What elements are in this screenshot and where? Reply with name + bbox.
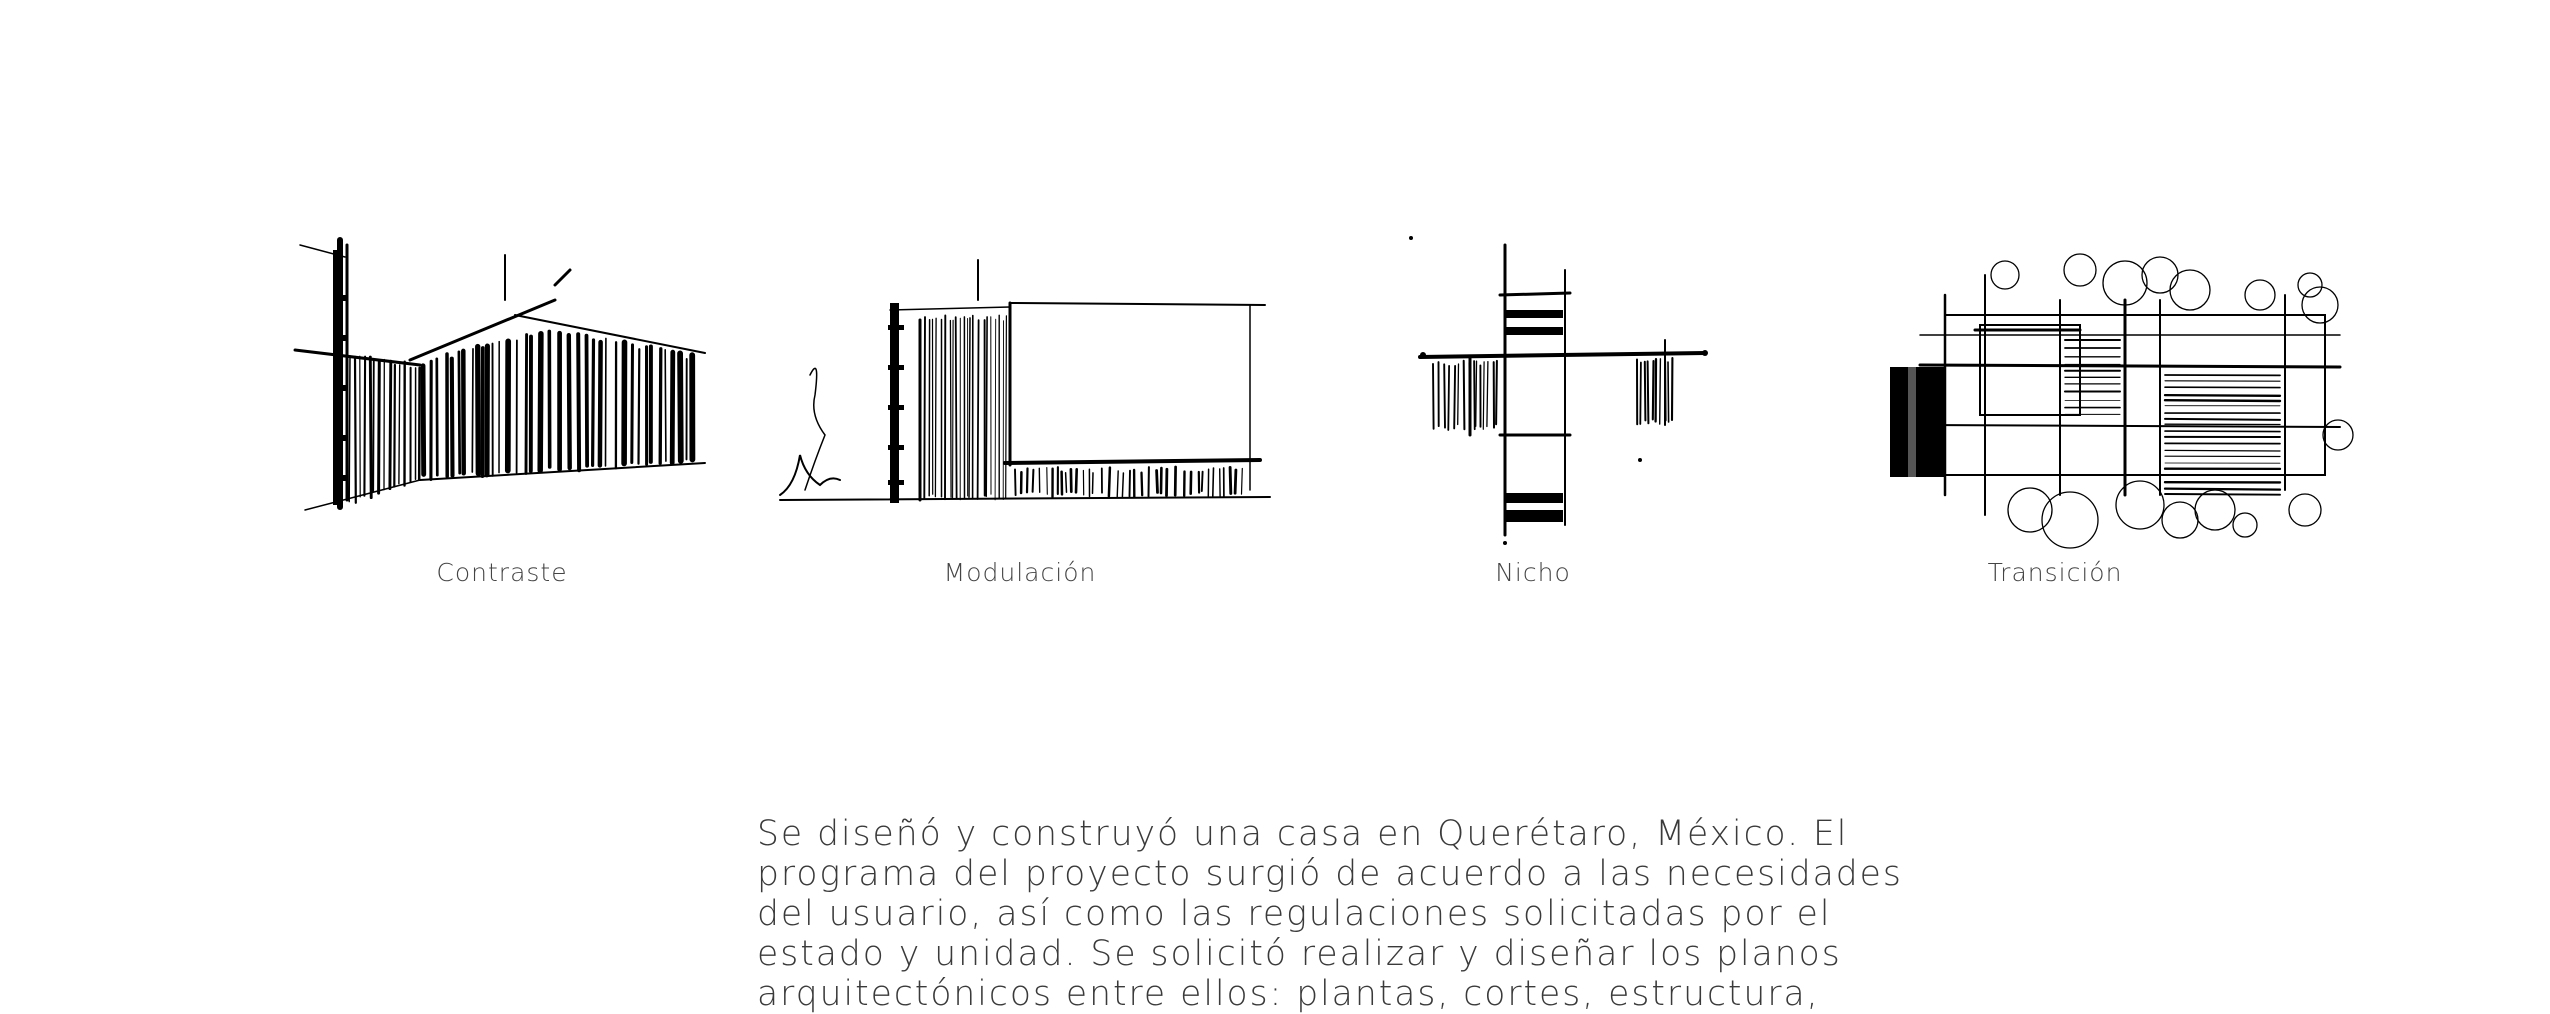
ink-stroke	[2165, 450, 2280, 451]
ink-stroke	[1648, 361, 1649, 423]
ink-stroke	[986, 317, 987, 496]
ink-stroke	[1640, 363, 1641, 425]
ink-stroke	[1076, 469, 1077, 492]
ink-stroke	[935, 318, 936, 496]
ink-stroke	[1235, 470, 1236, 493]
cross-niche-plan-sketch-icon	[1405, 235, 1725, 545]
ink-stroke	[459, 352, 460, 473]
description-line: programa del proyecto surgió de acuerdo a las necesidades	[757, 854, 1787, 894]
ink-stroke	[437, 359, 438, 475]
ink-stroke	[639, 349, 640, 463]
ink-stroke	[1066, 473, 1067, 492]
modulacion-sketch	[770, 255, 1280, 510]
ink-stroke	[390, 361, 391, 488]
ink-stroke	[2165, 419, 2280, 420]
ink-stroke	[1033, 470, 1034, 492]
ink-stroke	[578, 334, 579, 470]
ink-stroke	[953, 320, 954, 498]
ink-stroke	[540, 334, 541, 471]
ink-stroke	[1496, 361, 1497, 424]
ink-stroke	[2165, 431, 2280, 432]
ink-stroke	[680, 353, 681, 460]
ink-stroke	[2165, 494, 2280, 495]
ink-stroke	[1117, 471, 1118, 497]
ink-stroke	[1433, 364, 1434, 429]
ink-stroke	[1130, 471, 1131, 497]
ink-stroke	[1668, 362, 1669, 422]
ink-stroke	[1444, 364, 1445, 427]
ink-stroke	[399, 365, 400, 484]
modular-frame-elevation-sketch-icon	[770, 255, 1280, 510]
ink-stroke	[379, 361, 380, 493]
site-plan-trees-sketch-icon	[1880, 255, 2350, 545]
ink-stroke	[2165, 489, 2280, 490]
ink-stroke	[1448, 366, 1449, 430]
ink-stroke	[1464, 361, 1465, 430]
project-description	[757, 814, 1787, 1014]
ink-stroke	[373, 359, 374, 491]
ink-stroke	[978, 320, 979, 499]
ink-stroke	[1458, 364, 1459, 425]
ink-stroke	[569, 335, 570, 468]
ink-stroke	[364, 357, 365, 496]
ink-stroke	[1665, 361, 1666, 420]
ink-stroke	[1027, 469, 1028, 493]
ink-stroke	[924, 317, 925, 498]
ink-stroke	[478, 347, 479, 474]
ink-stroke	[355, 357, 356, 503]
ink-stroke	[1157, 471, 1158, 493]
caption-transicion: Transición	[1988, 558, 2123, 587]
ink-stroke	[1015, 470, 1016, 496]
ink-stroke	[1093, 473, 1094, 493]
ink-stroke	[1474, 361, 1475, 429]
caption-contraste: Contraste	[436, 558, 567, 587]
ink-stroke	[423, 366, 424, 475]
ink-stroke	[1122, 473, 1123, 497]
description-line: Se diseñó y construyó una casa en Querétaro, México. El	[757, 814, 1787, 854]
ink-stroke	[956, 317, 957, 498]
description-line: del usuario, así como las regulaciones solicitadas por el	[757, 894, 1787, 934]
transicion-sketch	[1880, 255, 2350, 545]
ink-stroke	[672, 352, 673, 463]
ink-stroke	[1213, 468, 1214, 496]
caption-nicho: Nicho	[1495, 558, 1571, 587]
ink-stroke	[593, 340, 594, 465]
description-line: estado y unidad. Se solicitó realizar y diseñar los planos	[757, 934, 1787, 974]
ink-stroke	[2165, 395, 2280, 396]
ink-stroke	[1483, 362, 1484, 430]
ink-stroke	[2165, 250, 2166, 255]
ink-stroke	[1202, 472, 1203, 491]
ink-stroke	[370, 357, 371, 498]
ink-stroke	[1006, 316, 1007, 498]
ink-stroke	[1109, 468, 1110, 497]
ink-stroke	[995, 319, 996, 500]
ink-stroke	[1653, 361, 1654, 419]
description-line: arquitectónicos entre ellos: plantas, cortes, estructura,	[757, 974, 1787, 1014]
ink-stroke	[1142, 473, 1143, 496]
ink-stroke	[349, 356, 350, 502]
ink-stroke	[472, 349, 473, 472]
ink-stroke	[1645, 362, 1646, 421]
ink-stroke	[394, 365, 395, 487]
ink-stroke	[665, 350, 666, 461]
ink-stroke	[660, 349, 661, 464]
ink-stroke	[452, 359, 453, 476]
ink-stroke	[587, 336, 588, 466]
ink-stroke	[1660, 359, 1661, 424]
caption-modulacion: Modulación	[944, 558, 1097, 587]
ink-stroke	[632, 345, 633, 463]
ink-stroke	[1242, 469, 1243, 495]
ink-stroke	[2165, 400, 2280, 401]
ink-stroke	[1454, 366, 1455, 429]
ink-stroke	[950, 321, 951, 498]
ink-stroke	[600, 342, 601, 465]
ink-stroke	[526, 335, 527, 474]
nicho-sketch	[1405, 235, 1725, 545]
ink-stroke	[1230, 468, 1231, 494]
ink-stroke	[969, 318, 970, 497]
ink-stroke	[1476, 361, 1477, 426]
ink-stroke	[1047, 468, 1048, 495]
contraste-sketch	[295, 235, 715, 515]
ink-stroke	[1487, 362, 1488, 427]
vertical-planes-perspective-sketch-icon	[295, 235, 715, 515]
